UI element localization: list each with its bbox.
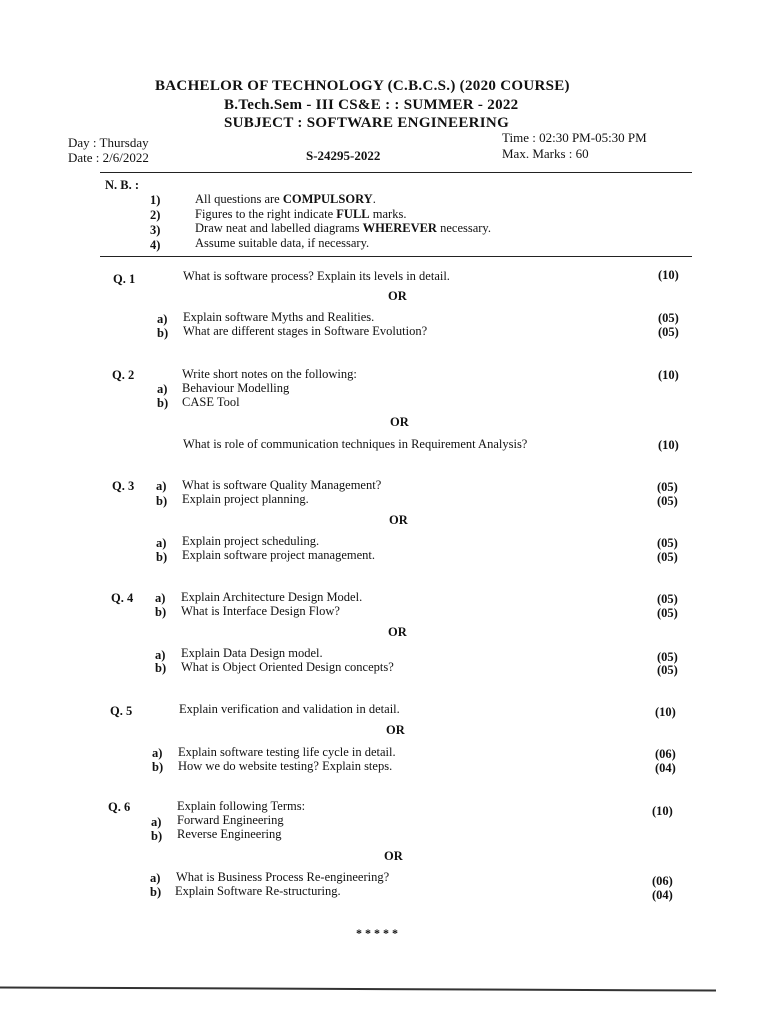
question-text: Explain software Myths and Realities. [183, 310, 375, 324]
question-text: What is Business Process Re-engineering? [176, 870, 390, 884]
subpart-label: b) [157, 396, 169, 410]
marks: (05) [657, 480, 678, 494]
or-divider: OR [386, 723, 405, 737]
paper-code: S-24295-2022 [306, 148, 381, 163]
question-text: Forward Engineering [177, 813, 284, 827]
marks: (05) [657, 536, 678, 550]
marks: (05) [658, 325, 679, 339]
header-line-1: BACHELOR OF TECHNOLOGY (C.B.C.S.) (2020 COURSE) [155, 78, 570, 94]
question-text: Behaviour Modelling [182, 381, 290, 395]
subpart-label: b) [156, 550, 168, 564]
question-number: Q. 4 [111, 591, 134, 605]
subpart-label: a) [157, 382, 168, 396]
question-text: Explain project planning. [182, 492, 309, 506]
question-number: Q. 3 [112, 479, 135, 493]
subpart-label: a) [157, 312, 168, 326]
header-line-2: B.Tech.Sem - III CS&E : : SUMMER - 2022 [224, 97, 519, 113]
subpart-label: b) [150, 885, 162, 899]
question-number: Q. 2 [112, 368, 135, 382]
or-divider: OR [388, 289, 407, 303]
marks: (05) [657, 592, 678, 606]
marks: (10) [658, 368, 679, 382]
marks: (05) [658, 311, 679, 325]
subpart-label: a) [155, 648, 166, 662]
marks: (05) [657, 663, 678, 677]
question-text: CASE Tool [182, 395, 240, 409]
question-text: Explain software project management. [182, 548, 375, 562]
max-marks: Max. Marks : 60 [502, 146, 589, 161]
question-text: What is software process? Explain its levels in detail. [183, 269, 450, 283]
question-text: Explain following Terms: [177, 799, 306, 813]
question-number: Q. 1 [113, 272, 136, 286]
bottom-rule [0, 986, 716, 991]
marks: (06) [655, 747, 676, 761]
or-divider: OR [388, 625, 407, 639]
question-text: Explain verification and validation in detail. [179, 702, 400, 716]
question-number: Q. 6 [108, 800, 131, 814]
marks: (05) [657, 550, 678, 564]
subpart-label: a) [151, 815, 162, 829]
header-divider [100, 172, 692, 173]
subpart-label: b) [155, 661, 167, 675]
nb-divider [100, 256, 692, 257]
or-divider: OR [384, 849, 403, 863]
question-text: Explain Software Re-structuring. [175, 884, 341, 898]
header-subject: SUBJECT : SOFTWARE ENGINEERING [224, 115, 510, 131]
subpart-label: a) [156, 479, 167, 493]
marks: (10) [658, 268, 679, 282]
marks: (04) [652, 888, 673, 902]
question-text: Reverse Engineering [177, 827, 282, 841]
or-divider: OR [390, 415, 409, 429]
marks: (04) [655, 761, 676, 775]
question-text: What are different stages in Software Evolution? [183, 324, 428, 338]
marks: (06) [652, 874, 673, 888]
subpart-label: b) [157, 326, 169, 340]
question-text: Explain Data Design model. [181, 646, 323, 660]
subpart-label: a) [155, 591, 166, 605]
exam-time: Time : 02:30 PM-05:30 PM [502, 130, 647, 145]
subpart-label: a) [156, 536, 167, 550]
question-number: Q. 5 [110, 704, 133, 718]
marks: (10) [658, 438, 679, 452]
question-text: What is software Quality Management? [182, 478, 382, 492]
question-text: How we do website testing? Explain steps. [178, 759, 393, 773]
question-text: What is Interface Design Flow? [181, 604, 340, 618]
subpart-label: a) [150, 871, 161, 885]
marks: (05) [657, 494, 678, 508]
exam-day: Day : Thursday [68, 135, 149, 150]
exam-date: Date : 2/6/2022 [68, 150, 149, 165]
question-text: What is Object Oriented Design concepts? [181, 660, 394, 674]
question-text: Explain software testing life cycle in detail. [178, 745, 396, 759]
question-text: Explain project scheduling. [182, 534, 320, 548]
question-text: What is role of communication techniques in Requirement Analysis? [183, 437, 528, 451]
marks: (05) [657, 650, 678, 664]
subpart-label: b) [152, 760, 164, 774]
subpart-label: b) [151, 829, 163, 843]
marks: (10) [652, 804, 673, 818]
subpart-label: a) [152, 746, 163, 760]
question-text: Explain Architecture Design Model. [181, 590, 363, 604]
nb-label: N. B. : [105, 178, 140, 192]
marks: (10) [655, 705, 676, 719]
or-divider: OR [389, 513, 408, 527]
end-stars: * * * * * [356, 926, 398, 940]
marks: (05) [657, 606, 678, 620]
subpart-label: b) [155, 605, 167, 619]
question-text: Write short notes on the following: [182, 367, 357, 381]
subpart-label: b) [156, 494, 168, 508]
